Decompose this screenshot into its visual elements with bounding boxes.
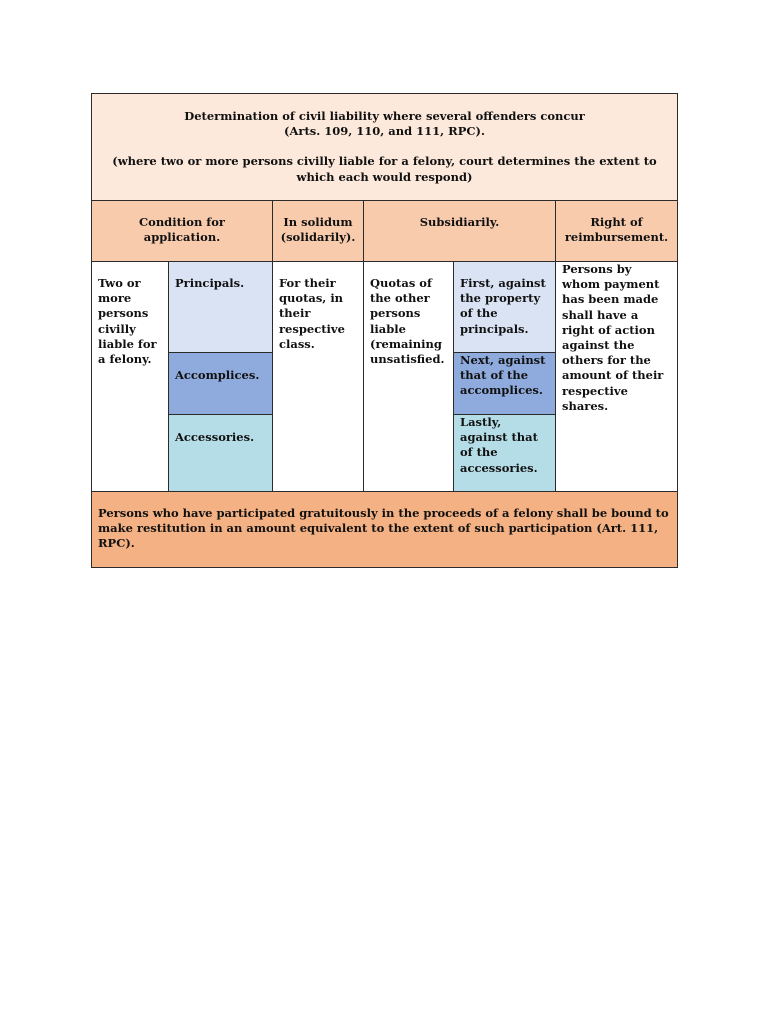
subsidiary-lastly: Lastly, against that of the accessories. [453, 414, 556, 492]
table-subtitle: (where two or more persons civilly liable for a felony, court determines the extent to which each would respond) [112, 154, 657, 184]
table-title: Determination of civil liability where several offenders concur [184, 109, 585, 123]
class-accomplices: Accomplices. [168, 352, 273, 415]
footer-cell [91, 491, 678, 568]
table-title-cell [91, 93, 678, 201]
condition-text-cell: Two or more persons civilly liable for a felony. [91, 261, 169, 492]
class-accessories: Accessories. [168, 414, 273, 492]
civil-liability-table [91, 93, 678, 568]
header-reimbursement: Right of reimbursement. [555, 200, 678, 262]
subsidiary-first: First, against the property of the principals. [453, 261, 556, 353]
header-subsidiarily: Subsidiarily. [363, 200, 556, 262]
reimbursement-text-cell: Persons by whom payment has been made shall have a right of action against the others for the amount of their respective shares. [555, 261, 678, 492]
table-title-articles: (Arts. 109, 110, and 111, RPC). [284, 124, 485, 139]
header-condition: Condition for application. [91, 200, 273, 262]
class-principals: Principals. [168, 261, 273, 353]
subsidiary-next: Next, against that of the accomplices. [453, 352, 556, 415]
header-in-solidum: In solidum (solidarily). [272, 200, 364, 262]
footer-text: Persons who have participated gratuitously in the proceeds of a felony shall be bound to make restitution in an amount equivalent to the extent of such participation (Art. 111, RPC). [98, 506, 669, 551]
in-solidum-text-cell: For their quotas, in their respective class. [272, 261, 364, 492]
subsidiary-quota-cell: Quotas of the other persons liable (remaining unsatisfied. [363, 261, 454, 492]
